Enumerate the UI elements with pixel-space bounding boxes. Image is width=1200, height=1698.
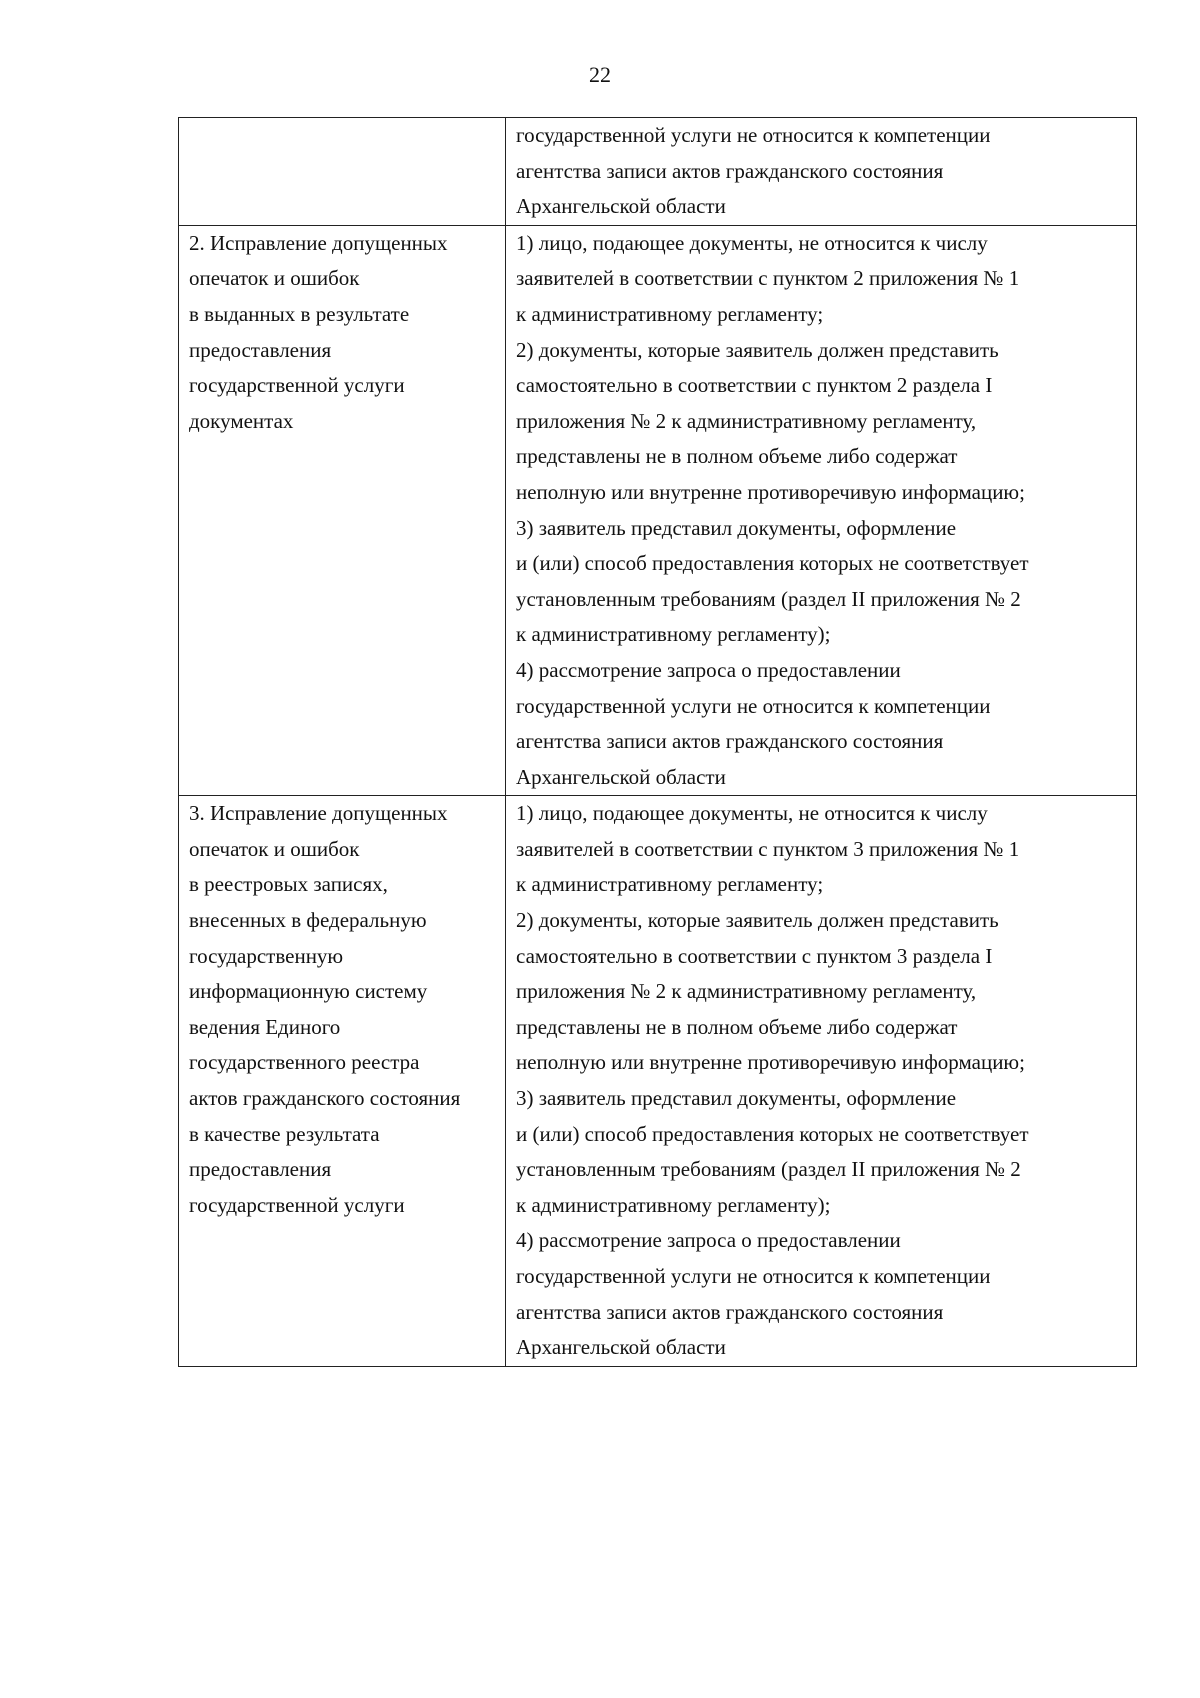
cell-text-line: актов гражданского состояния xyxy=(189,1086,461,1111)
cell-text-line: документах xyxy=(189,408,294,433)
cell-text-line: 4) рассмотрение запроса о предоставлении xyxy=(516,657,901,682)
cell-text-line: информационную систему xyxy=(189,979,428,1004)
table-row xyxy=(179,225,1137,796)
cell-text-line: самостоятельно в соответствии с пунктом 3 раздела I xyxy=(516,943,993,968)
cell-text-line: в выданных в результате xyxy=(189,301,410,326)
cell-text-line: 2) документы, которые заявитель должен представить xyxy=(516,337,999,362)
page-number: 22 xyxy=(589,62,611,87)
cell-text-line: внесенных в федеральную xyxy=(189,908,427,933)
cell-text-line: государственной услуги не относится к компетенции xyxy=(516,123,991,147)
cell-text-line: установленным требованиям (раздел II приложения № 2 xyxy=(516,1157,1021,1182)
service-name-cell xyxy=(179,796,506,1367)
cell-text-line: ведения Единого xyxy=(189,1014,341,1039)
cell-text-line: государственной услуги не относится к компетенции xyxy=(516,693,991,718)
cell-text-line: государственной услуги не относится к компетенции xyxy=(516,1264,991,1288)
cell-text-line: 3. Исправление допущенных xyxy=(189,801,448,826)
cell-text-line: неполную или внутренне противоречивую информацию; xyxy=(516,479,1025,504)
cell-text-line: Архангельской области xyxy=(516,1335,726,1360)
cell-text-line: Архангельской области xyxy=(516,194,726,219)
cell-text-line: предоставления xyxy=(189,1157,332,1182)
cell-text-line: агентства записи актов гражданского состояния xyxy=(516,729,944,754)
cell-text-line: Архангельской области xyxy=(516,764,726,789)
cell-text-line: агентства записи актов гражданского состояния xyxy=(516,158,944,183)
cell-text-line: в качестве результата xyxy=(189,1121,380,1146)
cell-text-line: неполную или внутренне противоречивую информацию; xyxy=(516,1050,1025,1075)
cell-text-line: установленным требованиям (раздел II приложения № 2 xyxy=(516,586,1021,611)
cell-text-line: государственной услуги xyxy=(189,1192,405,1217)
cell-text-line: агентства записи актов гражданского состояния xyxy=(516,1299,944,1324)
cell-text-line: 1) лицо, подающее документы, не относится к числу xyxy=(516,230,988,255)
cell-text-line: представлены не в полном объеме либо содержат xyxy=(516,1014,958,1039)
cell-text-line: государственную xyxy=(189,943,344,968)
table-row xyxy=(179,118,1137,226)
cell-text-line: 4) рассмотрение запроса о предоставлении xyxy=(516,1228,901,1253)
cell-text-line: в реестровых записях, xyxy=(189,872,388,897)
cell-text-line: 1) лицо, подающее документы, не относится к числу xyxy=(516,801,988,826)
requirements-table xyxy=(178,117,1137,1367)
cell-text-line: представлены не в полном объеме либо содержат xyxy=(516,444,958,469)
cell-text-line: опечаток и ошибок xyxy=(189,836,360,861)
cell-text-line: заявителей в соответствии с пунктом 3 приложения № 1 xyxy=(516,836,1020,861)
cell-text-line: 2. Исправление допущенных xyxy=(189,230,448,255)
cell-text-line: 3) заявитель представил документы, оформление xyxy=(516,515,957,540)
cell-text-line: 2) документы, которые заявитель должен представить xyxy=(516,908,999,933)
cell-text-line: к административному регламенту); xyxy=(516,622,831,647)
cell-text-line: заявителей в соответствии с пунктом 2 приложения № 1 xyxy=(516,266,1020,291)
cell-text-line: к административному регламенту; xyxy=(516,301,824,326)
refusal-grounds-cell xyxy=(506,225,1137,796)
cell-text-line: государственной услуги xyxy=(189,373,405,398)
service-name-cell xyxy=(179,225,506,796)
service-name-cell xyxy=(179,118,506,226)
cell-text-line: 3) заявитель представил документы, оформление xyxy=(516,1086,957,1111)
cell-text-line: государственного реестра xyxy=(189,1050,420,1075)
cell-text-line: опечаток и ошибок xyxy=(189,266,360,291)
cell-text-line: и (или) способ предоставления которых не соответствует xyxy=(516,551,1029,576)
cell-text-line: к административному регламенту; xyxy=(516,872,824,897)
refusal-grounds-cell xyxy=(506,118,1137,226)
cell-text-line: предоставления xyxy=(189,337,332,362)
cell-text-line: приложения № 2 к административному регламенту, xyxy=(516,979,977,1004)
table-row xyxy=(179,796,1137,1367)
cell-text-line: к административному регламенту); xyxy=(516,1192,831,1217)
refusal-grounds-cell xyxy=(506,796,1137,1367)
cell-text-line: самостоятельно в соответствии с пунктом 2 раздела I xyxy=(516,373,993,398)
cell-text-line: приложения № 2 к административному регламенту, xyxy=(516,408,977,433)
cell-text-line: и (или) способ предоставления которых не соответствует xyxy=(516,1121,1029,1146)
